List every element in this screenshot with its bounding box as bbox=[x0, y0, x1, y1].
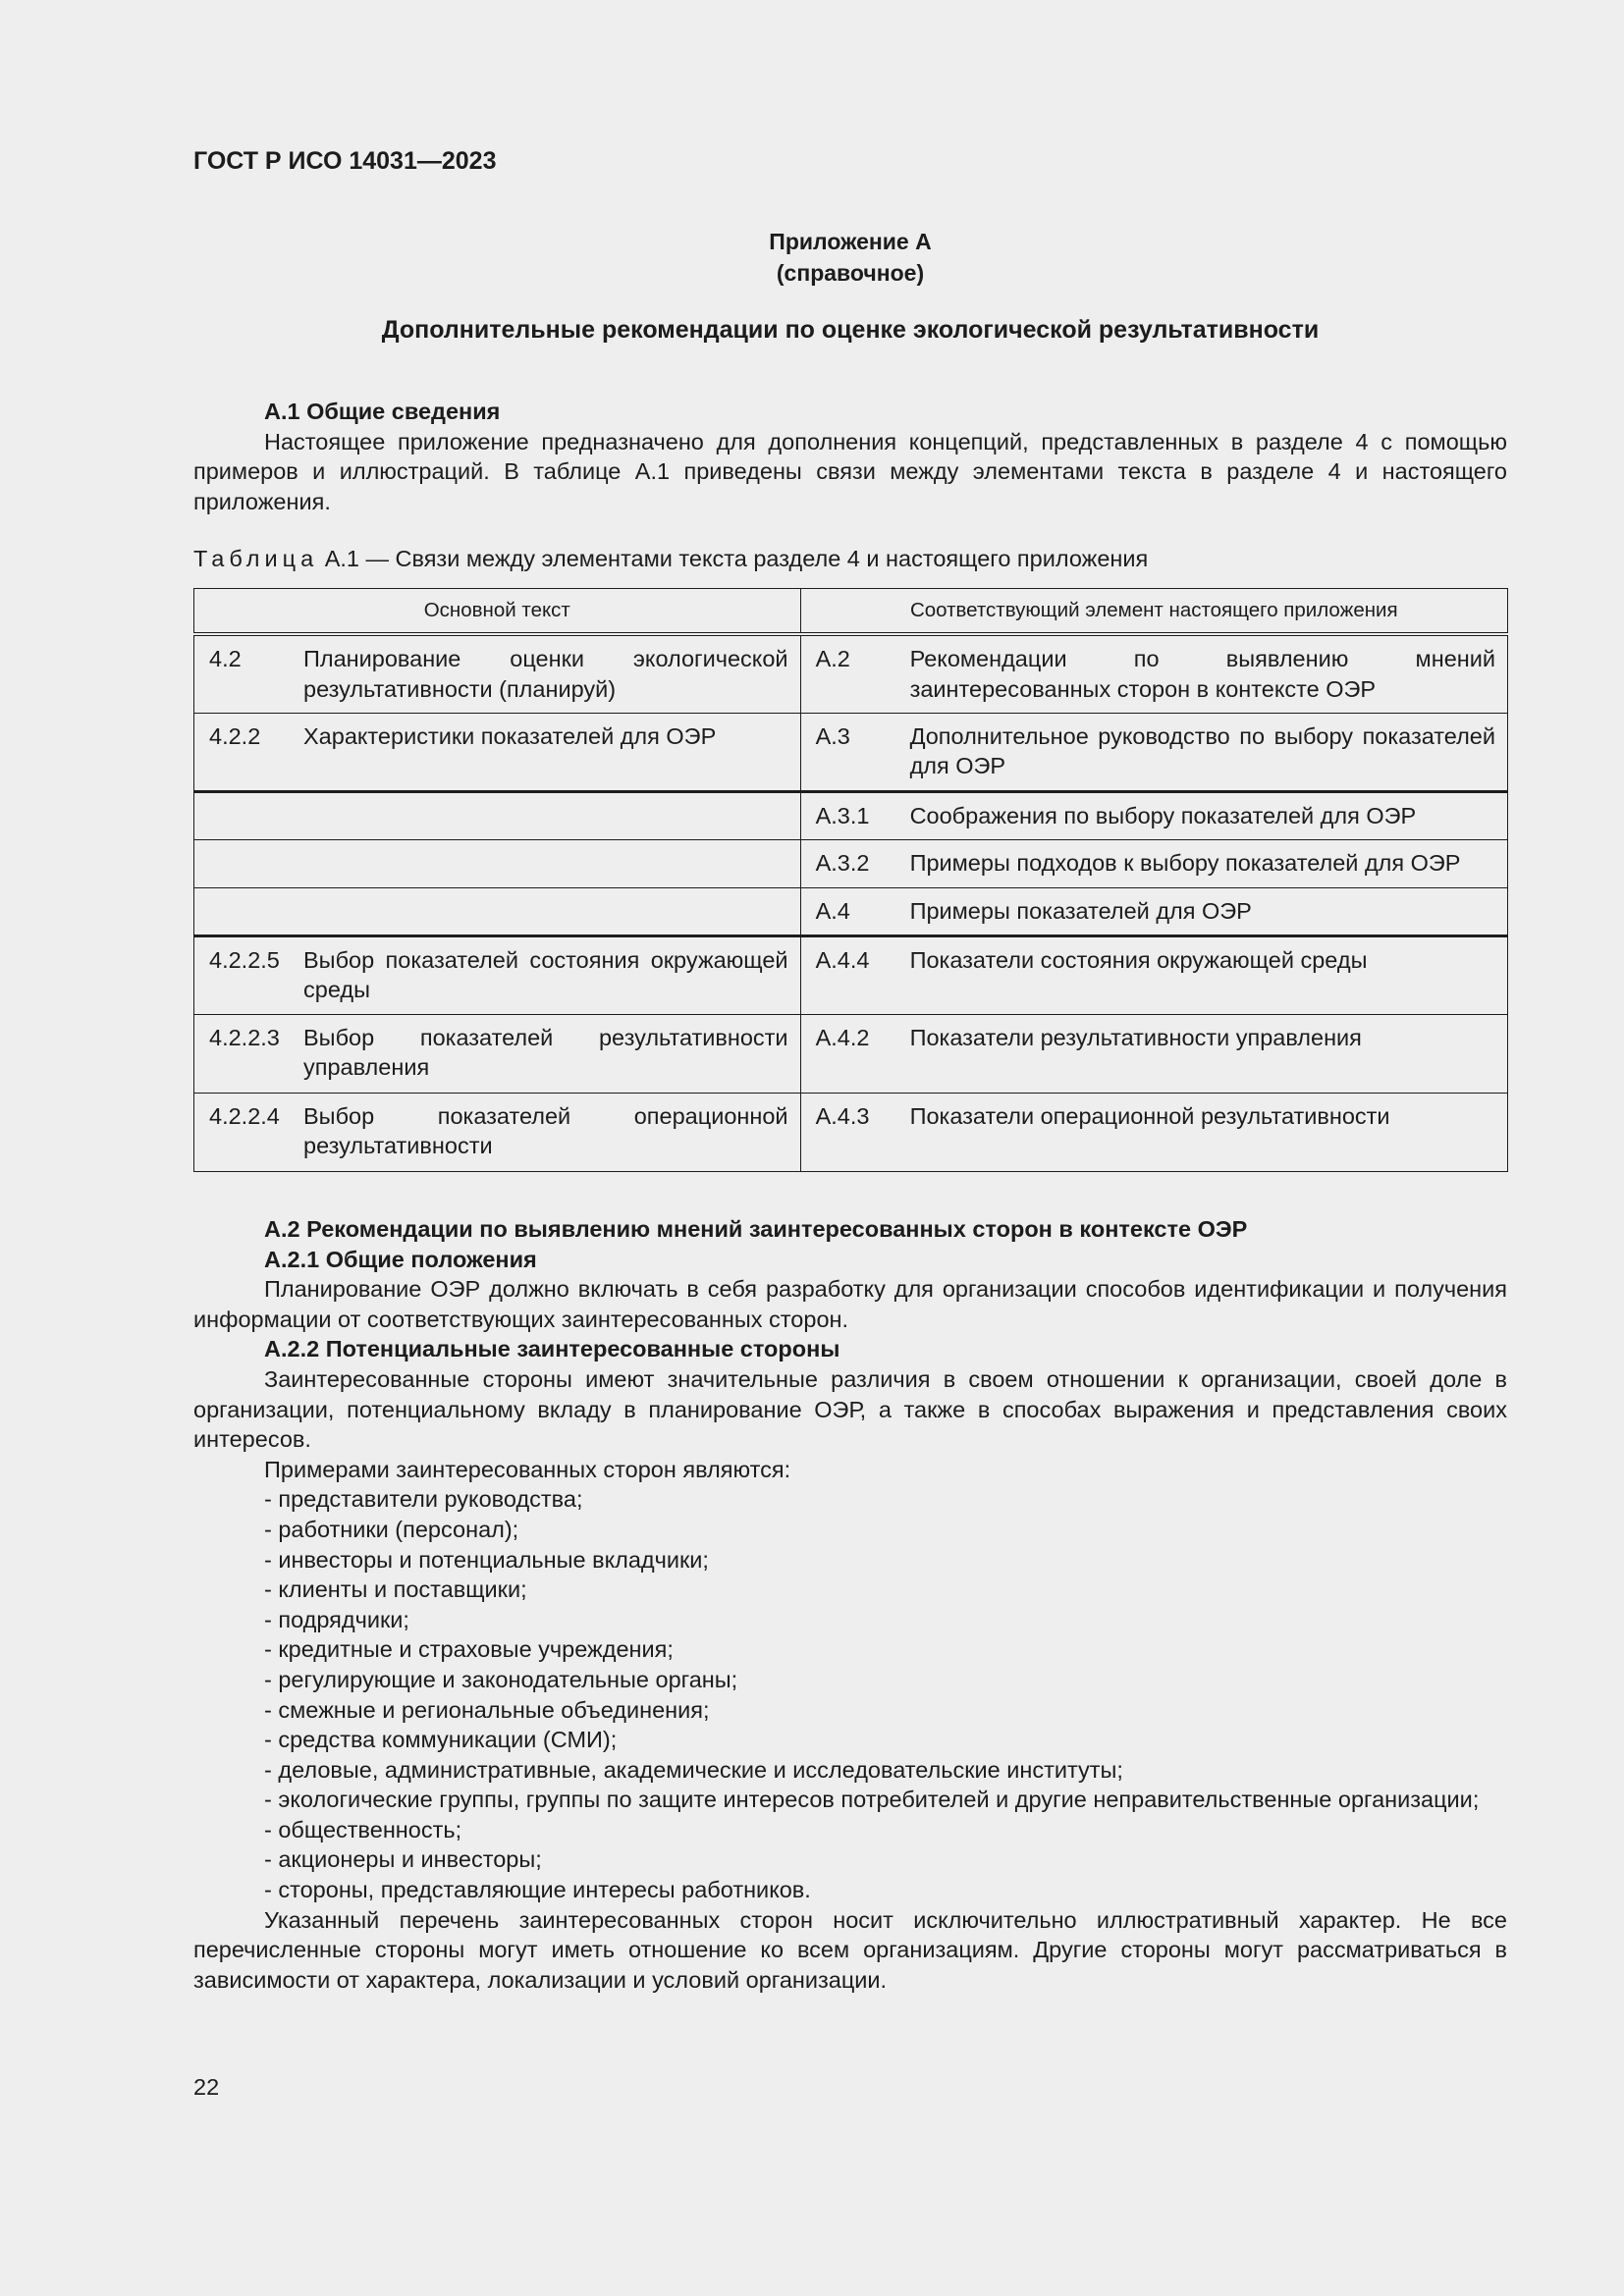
table-cell-right bbox=[800, 935, 1507, 1014]
table-cell-left bbox=[194, 887, 801, 935]
clause-text: Выбор показателей операционной результативности bbox=[303, 1102, 788, 1159]
table-cell-left bbox=[194, 935, 801, 1014]
table-row bbox=[194, 791, 1508, 839]
table-cell-right bbox=[800, 634, 1507, 713]
table-cell-right bbox=[800, 713, 1507, 791]
list-item: - акционеры и инвесторы; bbox=[264, 1846, 542, 1873]
subsection-a21-heading: А.2.1 Общие положения bbox=[264, 1246, 537, 1272]
list-item: - кредитные и страховые учреждения; bbox=[264, 1636, 674, 1663]
annex-number: А.3.1 bbox=[815, 802, 870, 828]
closing-paragraph: Указанный перечень заинтересованных сторон носит исключительно иллюстративный характер. Не все перечисленные стороны могут иметь отношение ко всем организациям. Другие стороны могут рассматриваться в зависимости от характера, локализации и условий организации. bbox=[193, 1906, 1507, 1993]
clause-number: 4.2.2.3 bbox=[209, 1024, 280, 1050]
table-row bbox=[194, 634, 1508, 713]
list-item: - клиенты и поставщики; bbox=[264, 1576, 527, 1603]
table-caption-prefix: Таблица bbox=[193, 546, 319, 571]
table-caption-text: А.1 — Связи между элементами текста разделе 4 и настоящего приложения bbox=[324, 546, 1149, 571]
clause-text: Планирование оценки экологической результативности (планируй) bbox=[303, 646, 788, 702]
annex-number: А.4.2 bbox=[815, 1024, 870, 1050]
annex-number: А.3.2 bbox=[815, 849, 870, 876]
annex-title: Приложение А bbox=[769, 229, 932, 254]
table-cell-right bbox=[800, 791, 1507, 839]
list-item: - подрядчики; bbox=[264, 1606, 409, 1632]
table-cell-left bbox=[194, 634, 801, 713]
annex-text: Примеры показателей для ОЭР bbox=[909, 897, 1252, 924]
section-a1 bbox=[193, 397, 1507, 516]
list-item: - общественность; bbox=[264, 1816, 462, 1842]
links-table bbox=[193, 588, 1508, 1172]
table-cell-left bbox=[194, 713, 801, 791]
annex-text: Показатели результативности управления bbox=[909, 1024, 1362, 1050]
list-item: - деловые, административные, академические и исследовательские институты; bbox=[264, 1756, 1123, 1783]
table-cell-left bbox=[194, 791, 801, 839]
table-cell-right bbox=[800, 1093, 1507, 1171]
clause-number: 4.2.2.4 bbox=[209, 1102, 280, 1129]
annex-number: А.4.4 bbox=[815, 946, 870, 973]
annex-text: Примеры подходов к выбору показателей для ОЭР bbox=[909, 849, 1461, 876]
table-row bbox=[194, 839, 1508, 887]
annex-subtitle: (справочное) bbox=[776, 260, 925, 286]
table-row bbox=[194, 1093, 1508, 1171]
section-a1-heading: А.1 Общие сведения bbox=[264, 399, 501, 424]
table-caption bbox=[193, 546, 1148, 572]
list-item: - представители руководства; bbox=[264, 1486, 583, 1513]
table-row bbox=[194, 1014, 1508, 1093]
table-cell-left bbox=[194, 839, 801, 887]
clause-text: Характеристики показателей для ОЭР bbox=[303, 722, 717, 749]
table-cell-right bbox=[800, 1014, 1507, 1093]
subsection-a22-text: Заинтересованные стороны имеют значительные различия в своем отношении к организации, своей доле в организации, потенциальному вкладу в планирование ОЭР, а также в способах выражения и представления своих интересов. bbox=[193, 1365, 1507, 1453]
list-item: - экологические группы, группы по защите интересов потребителей и другие неправительственные организации; bbox=[264, 1787, 1480, 1813]
list-item: - инвесторы и потенциальные вкладчики; bbox=[264, 1546, 709, 1573]
col-header-annex-element: Соответствующий элемент настоящего приложения bbox=[800, 589, 1507, 635]
table-cell-left bbox=[194, 1093, 801, 1171]
annex-number: А.3 bbox=[815, 722, 850, 749]
table-row bbox=[194, 713, 1508, 791]
list-item: - смежные и региональные объединения; bbox=[264, 1696, 710, 1723]
annex-text: Соображения по выбору показателей для ОЭР bbox=[909, 802, 1417, 828]
annex-number: А.2 bbox=[815, 646, 850, 671]
annex-number: А.4.3 bbox=[815, 1102, 870, 1129]
table-header-row bbox=[194, 589, 1508, 635]
annex-text: Показатели состояния окружающей среды bbox=[909, 946, 1368, 973]
list-item: - средства коммуникации (СМИ); bbox=[264, 1727, 618, 1753]
subsection-a21-text: Планирование ОЭР должно включать в себя разработку для организации способов идентификации и получения информации от соответствующих заинтересованных сторон. bbox=[193, 1276, 1507, 1332]
table-row bbox=[194, 887, 1508, 935]
annex-text: Показатели операционной результативности bbox=[909, 1102, 1390, 1129]
list-item: - стороны, представляющие интересы работников. bbox=[264, 1877, 811, 1903]
document-header: ГОСТ Р ИСО 14031—2023 bbox=[193, 147, 497, 175]
list-item: - работники (персонал); bbox=[264, 1516, 519, 1542]
page-number: 22 bbox=[193, 2074, 220, 2100]
clause-number: 4.2.2.5 bbox=[209, 946, 280, 973]
examples-intro: Примерами заинтересованных сторон являются: bbox=[264, 1456, 791, 1482]
annex-text: Дополнительное руководство по выбору показателей для ОЭР bbox=[909, 722, 1495, 779]
table-cell-right bbox=[800, 887, 1507, 935]
table-cell-left bbox=[194, 1014, 801, 1093]
list-item: - регулирующие и законодательные органы; bbox=[264, 1666, 738, 1692]
annex-heading: Дополнительные рекомендации по оценке экологической результативности bbox=[381, 316, 1320, 344]
subsection-a22-heading: А.2.2 Потенциальные заинтересованные стороны bbox=[264, 1336, 840, 1362]
clause-number: 4.2.2 bbox=[209, 722, 261, 749]
clause-text: Выбор показателей состояния окружающей среды bbox=[303, 946, 788, 1003]
table-row bbox=[194, 935, 1508, 1014]
col-header-main-text: Основной текст bbox=[194, 589, 801, 635]
clause-text: Выбор показателей результативности управления bbox=[303, 1024, 788, 1081]
section-a1-paragraph: Настоящее приложение предназначено для дополнения концепций, представленных в разделе 4 с помощью примеров и иллюстраций. В таблице А.1 приведены связи между элементами текста в разделе 4 и настоящего приложения. bbox=[193, 428, 1507, 514]
section-a2 bbox=[193, 1214, 1507, 1995]
table-cell-right bbox=[800, 839, 1507, 887]
annex-number: А.4 bbox=[815, 897, 850, 924]
section-a2-heading: А.2 Рекомендации по выявлению мнений заинтересованных сторон в контексте ОЭР bbox=[264, 1216, 1248, 1242]
clause-number: 4.2 bbox=[209, 646, 242, 671]
annex-label bbox=[193, 226, 1507, 289]
annex-text: Рекомендации по выявлению мнений заинтересованных сторон в контексте ОЭР bbox=[909, 646, 1495, 702]
